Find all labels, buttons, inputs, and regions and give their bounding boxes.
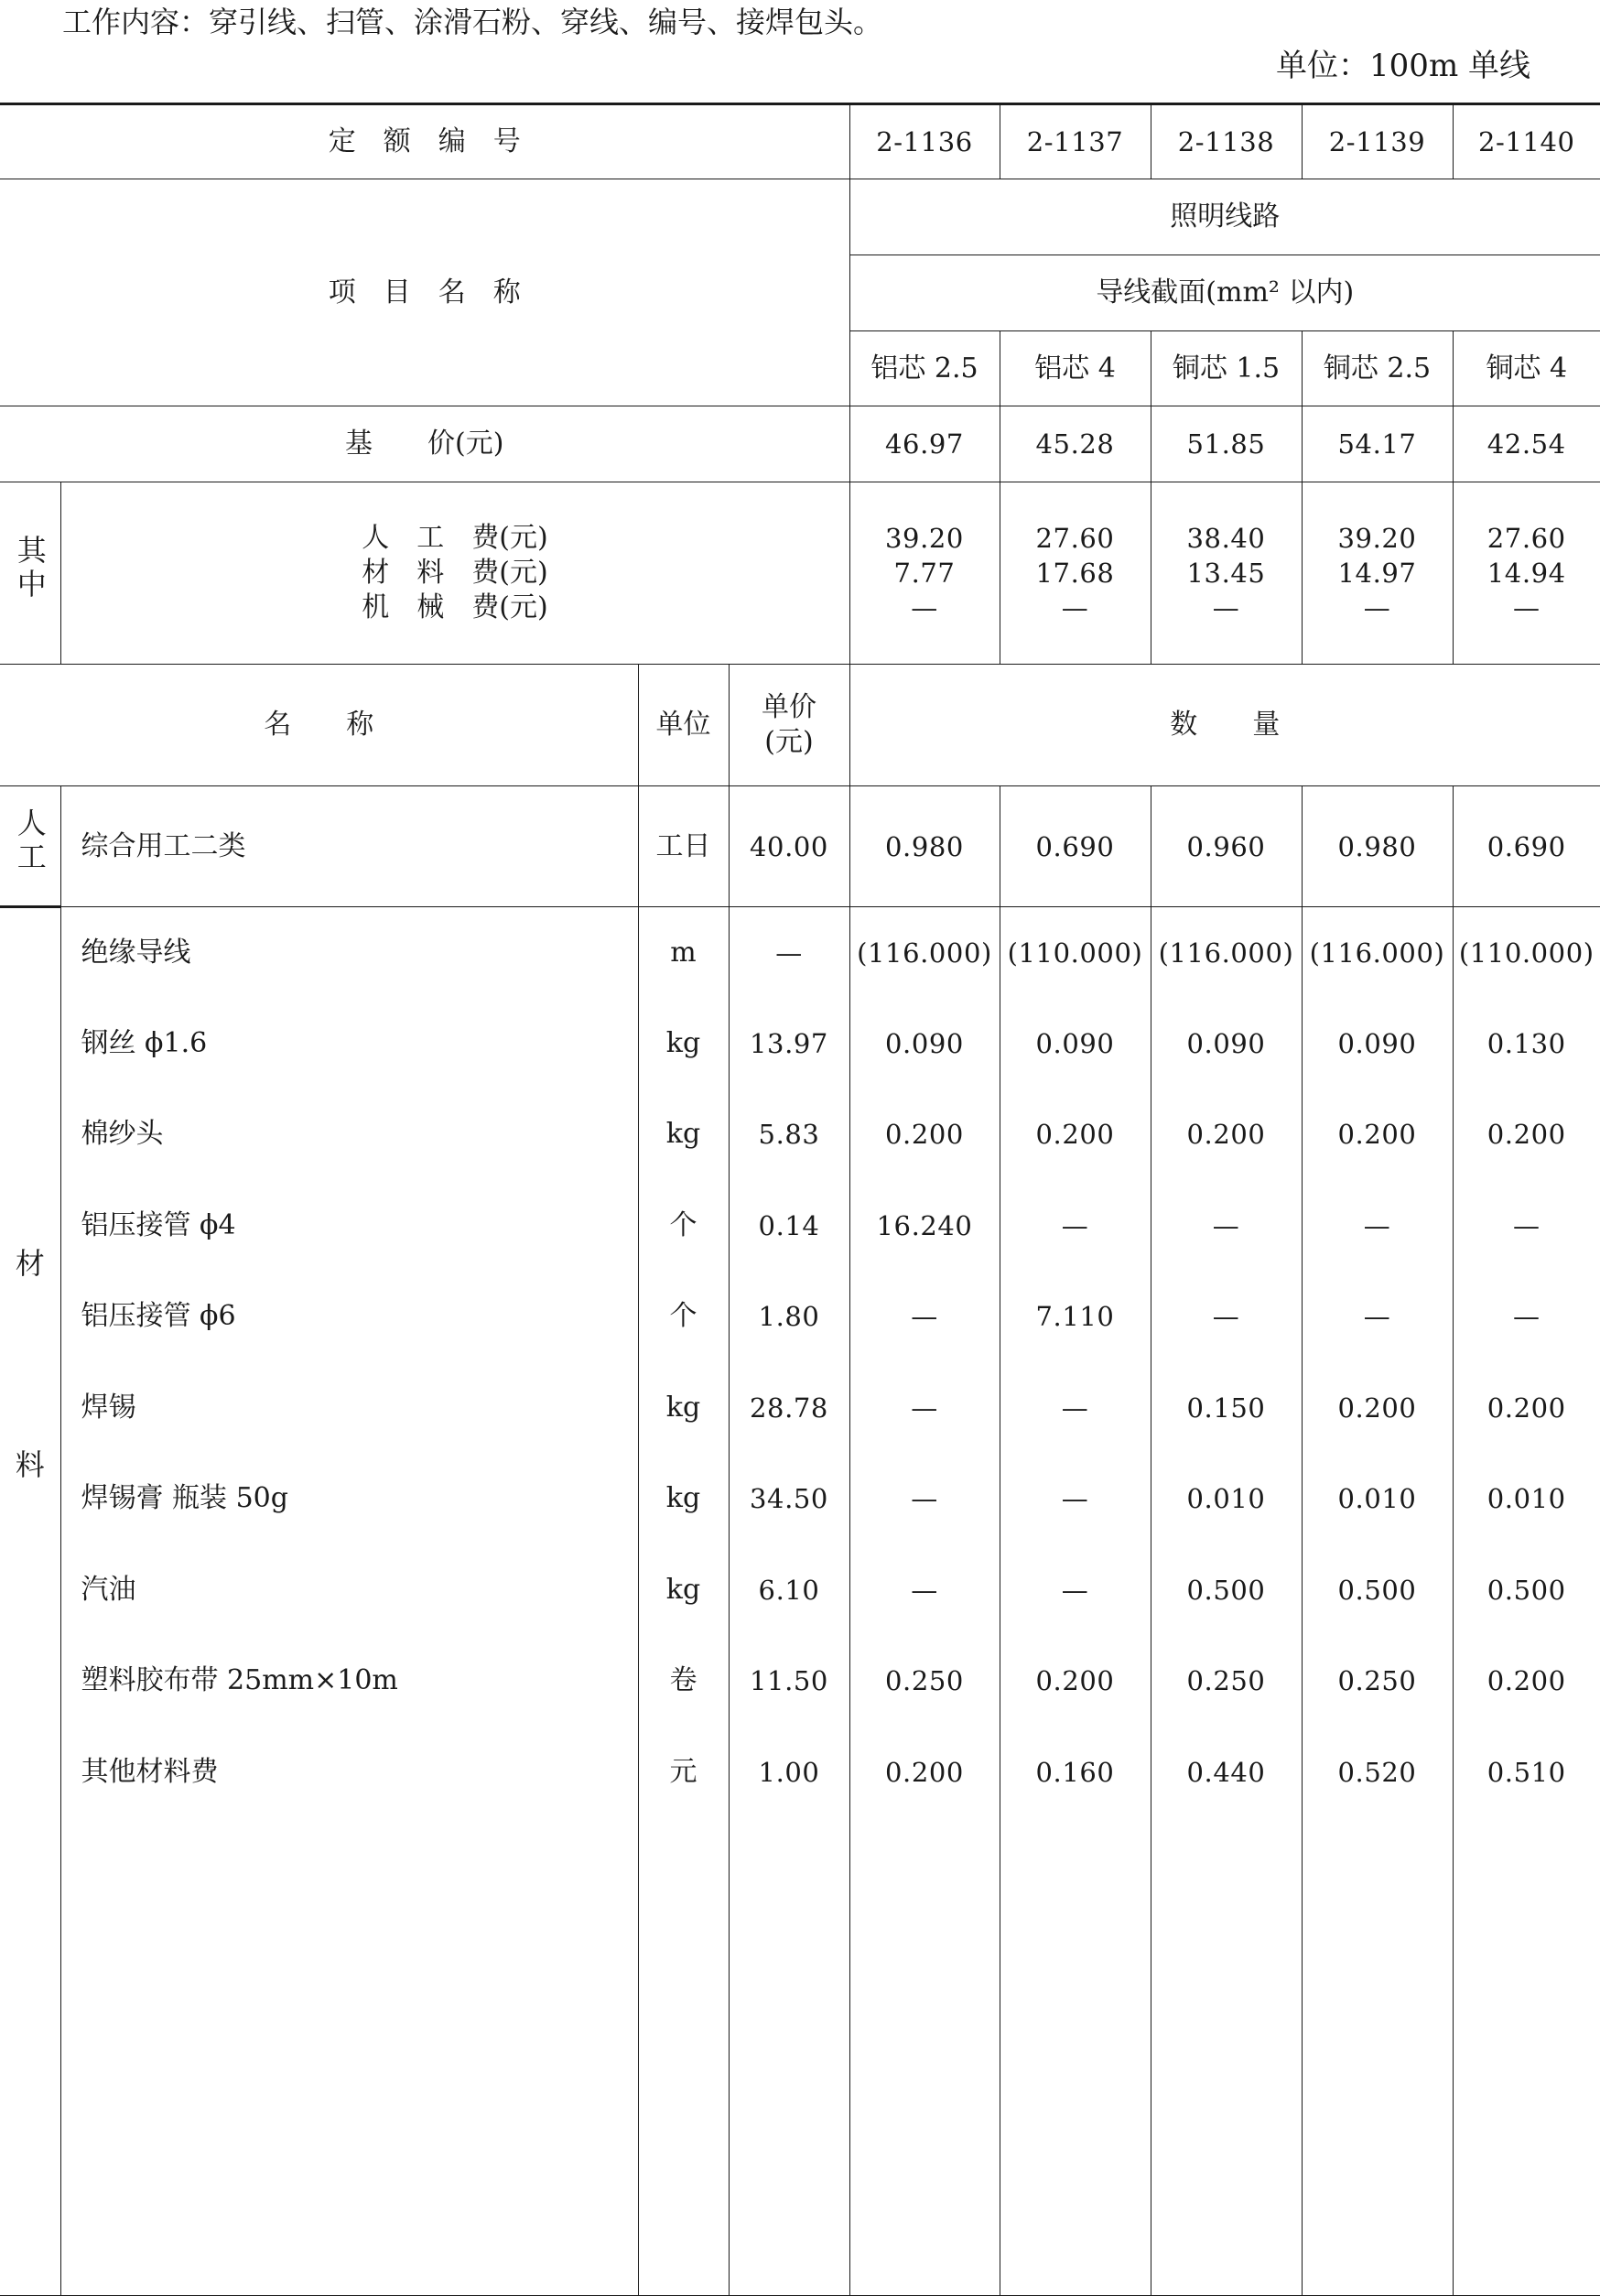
labor-group-cell: [0, 786, 60, 907]
material-quantity: —: [1151, 1180, 1302, 1272]
material-group-cell: [0, 907, 60, 2296]
labor-unit: 工日: [638, 786, 729, 907]
material-quantity: (116.000): [849, 907, 1000, 999]
material-unit-price: 34.50: [729, 1454, 849, 1545]
blank-cell: [638, 1818, 729, 2296]
quota-no-cell: 2-1139: [1302, 104, 1453, 179]
material-quantity: 7.110: [1000, 1272, 1151, 1363]
material-quantity: —: [1000, 1180, 1151, 1272]
material-quantity: —: [849, 1454, 1000, 1545]
material-row: [0, 998, 1600, 1089]
unit-price-currency-label: (元): [730, 725, 849, 760]
material-quantity: 0.160: [1000, 1727, 1151, 1818]
material-quantity: —: [849, 1272, 1000, 1363]
material-unit: 元: [638, 1727, 729, 1818]
material-row: [0, 1362, 1600, 1454]
material-unit: kg: [638, 1544, 729, 1636]
material-quantity: (110.000): [1000, 907, 1151, 999]
material-quantity: —: [849, 1544, 1000, 1636]
spec-cell: 铝芯 2.5: [849, 331, 1000, 406]
material-cost-label: 材 料 费(元): [61, 556, 849, 590]
material-quantity: (110.000): [1453, 907, 1600, 999]
material-quantity: 0.200: [849, 1089, 1000, 1181]
quota-no-cell: 2-1136: [849, 104, 1000, 179]
material-name: 棉纱头: [60, 1089, 638, 1181]
blank-cell: [849, 1818, 1000, 2296]
of-which-label: 其中: [13, 535, 48, 602]
material-unit-price: 1.00: [729, 1727, 849, 1818]
material-quantity: 0.250: [849, 1636, 1000, 1727]
unit-label: 单位: [638, 665, 729, 786]
category-cell: 照明线路: [849, 179, 1600, 255]
spec-cell: 铜芯 2.5: [1302, 331, 1453, 406]
material-quantity: —: [1151, 1272, 1302, 1363]
material-unit-price: 11.50: [729, 1636, 849, 1727]
material-cost-value: 14.97: [1303, 556, 1453, 590]
material-unit: kg: [638, 998, 729, 1089]
machine-cost-value: —: [1151, 590, 1302, 625]
quota-no-label: 定 额 编 号: [0, 104, 849, 179]
machine-cost-value: —: [1303, 590, 1453, 625]
material-name: 铝压接管 ϕ4: [60, 1180, 638, 1272]
blank-cell: [1151, 1818, 1302, 2296]
material-quantity: 0.130: [1453, 998, 1600, 1089]
work-content-text: 工作内容：穿引线、扫管、涂滑石粉、穿线、编号、接焊包头。: [62, 4, 882, 40]
material-unit: m: [638, 907, 729, 999]
labor-cost-value: 27.60: [1000, 521, 1151, 556]
labor-cost-value: 39.20: [850, 521, 1000, 556]
material-quantity: —: [1000, 1544, 1151, 1636]
material-name: 焊锡膏 瓶装 50g: [60, 1454, 638, 1545]
material-quantity: 0.200: [1302, 1362, 1453, 1454]
quota-no-cell: 2-1138: [1151, 104, 1302, 179]
quota-no-cell: 2-1137: [1000, 104, 1151, 179]
material-quantity: 0.200: [1453, 1636, 1600, 1727]
material-unit-price: 28.78: [729, 1362, 849, 1454]
blank-cell: [1453, 1818, 1600, 2296]
material-quantity: —: [1453, 1272, 1600, 1363]
material-unit-price: 0.14: [729, 1180, 849, 1272]
labor-quantity: 0.980: [1302, 786, 1453, 907]
cost-values-cell: [849, 482, 1000, 665]
of-which-label-cell: [0, 482, 60, 665]
labor-cost-value: 27.60: [1454, 521, 1600, 556]
material-quantity: 0.200: [1302, 1089, 1453, 1181]
unit-text: 单位：100m 单线: [1276, 46, 1530, 86]
material-quantity: (116.000): [1151, 907, 1302, 999]
cost-values-cell: [1151, 482, 1302, 665]
material-quantity: 0.500: [1453, 1544, 1600, 1636]
material-cost-value: 7.77: [850, 556, 1000, 590]
labor-quantity: 0.690: [1453, 786, 1600, 907]
material-quantity: 0.090: [1000, 998, 1151, 1089]
material-name: 绝缘导线: [60, 907, 638, 999]
materials-body: [0, 907, 1600, 2296]
material-quantity: 0.090: [849, 998, 1000, 1089]
labor-cost-value: 39.20: [1303, 521, 1453, 556]
labor-quantity: 0.980: [849, 786, 1000, 907]
spec-cell: 铝芯 4: [1000, 331, 1151, 406]
labor-quantity: 0.690: [1000, 786, 1151, 907]
material-name: 铝压接管 ϕ6: [60, 1272, 638, 1363]
material-quantity: 0.520: [1302, 1727, 1453, 1818]
cost-values-cell: [1000, 482, 1151, 665]
material-group-label: 材: [0, 1245, 60, 1282]
material-unit-price: —: [729, 907, 849, 999]
cost-breakdown-row: [0, 482, 1600, 665]
machine-cost-value: —: [1454, 590, 1600, 625]
material-unit: 个: [638, 1180, 729, 1272]
material-blank-row: [0, 1818, 1600, 2296]
material-row: [0, 1454, 1600, 1545]
machine-cost-label: 机 械 费(元): [61, 590, 849, 625]
machine-cost-value: —: [850, 590, 1000, 625]
material-unit: 卷: [638, 1636, 729, 1727]
material-row: [0, 1727, 1600, 1818]
base-price-cell: 54.17: [1302, 406, 1453, 482]
quota-no-row: [0, 104, 1600, 179]
base-price-row: [0, 406, 1600, 482]
material-quantity: 0.150: [1151, 1362, 1302, 1454]
material-row: [0, 907, 1600, 999]
material-quantity: 0.510: [1453, 1727, 1600, 1818]
material-quantity: 0.090: [1302, 998, 1453, 1089]
resource-header-row: [0, 665, 1600, 786]
labor-name: 综合用工二类: [60, 786, 638, 907]
material-unit-price: 13.97: [729, 998, 849, 1089]
material-quantity: 0.200: [849, 1727, 1000, 1818]
material-quantity: 0.500: [1151, 1544, 1302, 1636]
material-row: [0, 1636, 1600, 1727]
material-quantity: 0.010: [1151, 1454, 1302, 1545]
material-quantity: 0.010: [1302, 1454, 1453, 1545]
blank-cell: [1302, 1818, 1453, 2296]
page-header: [0, 0, 1600, 103]
material-quantity: —: [1000, 1454, 1151, 1545]
material-name: 焊锡: [60, 1362, 638, 1454]
cost-values-cell: [1302, 482, 1453, 665]
material-quantity: 0.200: [1151, 1089, 1302, 1181]
material-row: [0, 1180, 1600, 1272]
material-quantity: 0.010: [1453, 1454, 1600, 1545]
name-label: 名 称: [0, 665, 638, 786]
material-name: 塑料胶布带 25mm×10m: [60, 1636, 638, 1727]
material-unit: kg: [638, 1362, 729, 1454]
labor-group-label: 人工: [13, 807, 48, 875]
cost-labels-cell: [60, 482, 849, 665]
material-name: 其他材料费: [60, 1727, 638, 1818]
material-unit-price: 5.83: [729, 1089, 849, 1181]
material-quantity: —: [1000, 1362, 1151, 1454]
material-unit-price: 6.10: [729, 1544, 849, 1636]
material-row: [0, 1089, 1600, 1181]
blank-cell: [729, 1818, 849, 2296]
material-quantity: 0.200: [1453, 1089, 1600, 1181]
blank-cell: [1000, 1818, 1151, 2296]
material-unit: 个: [638, 1272, 729, 1363]
labor-row: [0, 786, 1600, 907]
material-quantity: —: [1453, 1180, 1600, 1272]
cost-values-cell: [1453, 482, 1600, 665]
material-unit: kg: [638, 1089, 729, 1181]
material-cost-value: 17.68: [1000, 556, 1151, 590]
material-quantity: 0.200: [1453, 1362, 1600, 1454]
quota-no-cell: 2-1140: [1453, 104, 1600, 179]
base-price-cell: 42.54: [1453, 406, 1600, 482]
unit-price-label: 单价: [730, 690, 849, 725]
material-quantity: —: [1302, 1272, 1453, 1363]
material-quantity: 0.250: [1302, 1636, 1453, 1727]
material-quantity: 16.240: [849, 1180, 1000, 1272]
labor-cost-label: 人 工 费(元): [61, 521, 849, 556]
material-row: [0, 1272, 1600, 1363]
spec-cell: 铜芯 4: [1453, 331, 1600, 406]
material-quantity: —: [1302, 1180, 1453, 1272]
base-price-cell: 45.28: [1000, 406, 1151, 482]
material-quantity: —: [849, 1362, 1000, 1454]
base-price-cell: 51.85: [1151, 406, 1302, 482]
material-quantity: 0.250: [1151, 1636, 1302, 1727]
blank-cell: [60, 1818, 638, 2296]
material-quantity: 0.440: [1151, 1727, 1302, 1818]
labor-unit-price: 40.00: [729, 786, 849, 907]
material-quantity: (116.000): [1302, 907, 1453, 999]
material-quantity: 0.090: [1151, 998, 1302, 1089]
category-row: [0, 179, 1600, 255]
base-price-label: 基 价(元): [0, 406, 849, 482]
labor-quantity: 0.960: [1151, 786, 1302, 907]
material-name: 钢丝 ϕ1.6: [60, 998, 638, 1089]
spec-cell: 铜芯 1.5: [1151, 331, 1302, 406]
base-price-cell: 46.97: [849, 406, 1000, 482]
quota-table: [0, 103, 1600, 2296]
unit-price-label-cell: [729, 665, 849, 786]
material-group-label: 料: [0, 1446, 60, 1483]
material-cost-value: 14.94: [1454, 556, 1600, 590]
material-quantity: 0.200: [1000, 1636, 1151, 1727]
material-unit: kg: [638, 1454, 729, 1545]
section-label-cell: 导线截面(mm² 以内): [849, 255, 1600, 331]
quantity-label: 数 量: [849, 665, 1600, 786]
material-name: 汽油: [60, 1544, 638, 1636]
material-quantity: 0.500: [1302, 1544, 1453, 1636]
machine-cost-value: —: [1000, 590, 1151, 625]
material-quantity: 0.200: [1000, 1089, 1151, 1181]
labor-cost-value: 38.40: [1151, 521, 1302, 556]
material-unit-price: 1.80: [729, 1272, 849, 1363]
material-cost-value: 13.45: [1151, 556, 1302, 590]
material-row: [0, 1544, 1600, 1636]
item-name-label: 项 目 名 称: [0, 179, 849, 406]
